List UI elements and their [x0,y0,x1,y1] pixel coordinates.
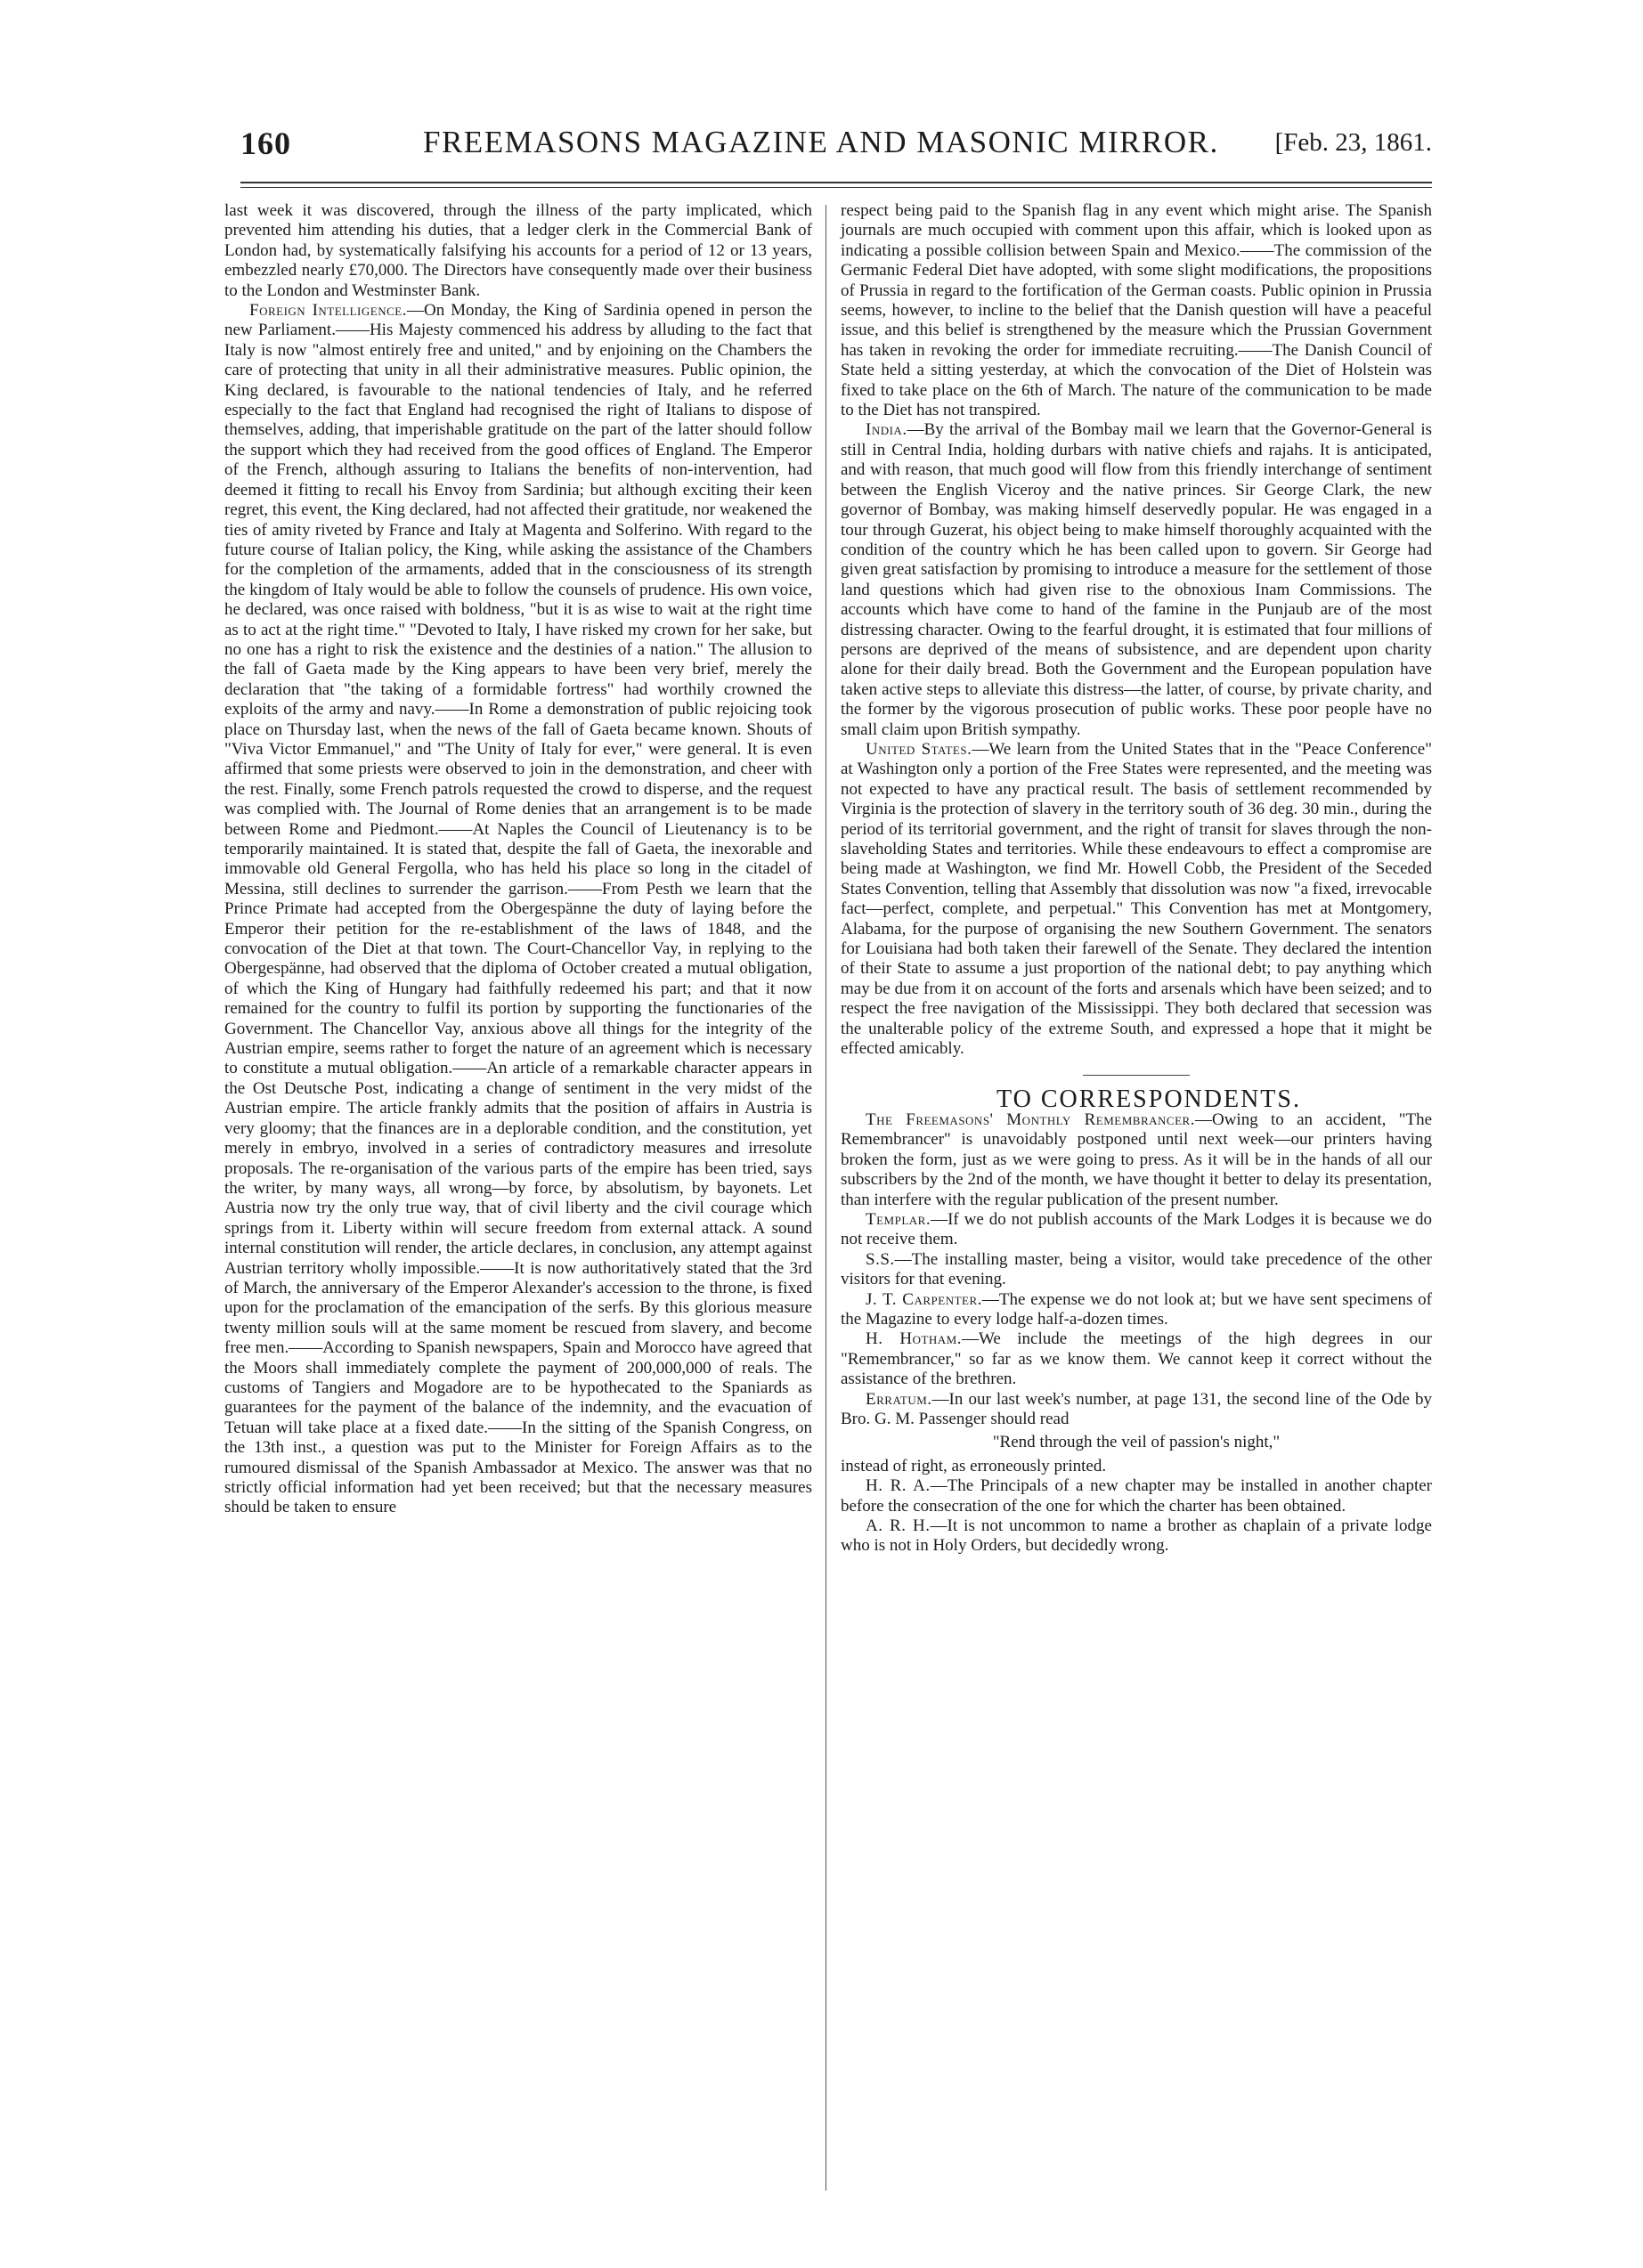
lead-foreign-intelligence: Foreign Intelligence. [249,301,407,321]
text-templar: —If we do not publish accounts of the Mark Lodges it is because we do not receive them. [841,1209,1432,1249]
text-hra: —The Principals of a new chapter may be installed in another chapter before the consecration of the one for which the charter has been obtained. [841,1476,1432,1516]
lead-arh: A. R. H. [866,1516,931,1535]
journal-title: FREEMASONS MAGAZINE AND MASONIC MIRROR. [423,125,1219,159]
paragraph-united-states [841,740,1432,1060]
correspondence-arh [841,1516,1432,1557]
correspondence-ss [841,1250,1432,1290]
left-column [224,201,812,1518]
erratum-quote: "Rend through the veil of passion's night," [992,1433,1281,1452]
header-rule-thin [240,187,1432,188]
section-rule [1083,1075,1190,1076]
lead-remembrancer: The Freemasons' Monthly Remembrancer. [866,1110,1195,1129]
right-column [841,201,1432,1557]
lead-hra: H. R. A. [866,1476,931,1496]
correspondence-hra [841,1476,1432,1516]
page-header [240,121,1432,175]
text-ss: —The installing master, being a visitor, would take precedence of the other visitors for that evening. [841,1249,1432,1289]
header-rule [240,182,1432,183]
paragraph-spanish-flag: respect being paid to the Spanish flag in any event which might arise. The Spanish journals are much occupied with comment upon this affair, which is looked upon as indicating a possible collision between Spain and Mexico.——The commission of the Germanic Federal Diet have adopted, with some slight modifications, the propositions of Prussia in regard to the fortification of the German coasts. Public opinion in Prussia seems, however, to incline to the belief that the Danish question will have a peaceful issue, and this belief is strengthened by the measure which the Prussian Government has taken in revoking the order for immediate recruiting.——The Danish Council of State held a sitting yesterday, at which the convocation of the Diet of Holstein was fixed to take place on the 6th of March. The nature of the communication to be made to the Diet has not transpired. [841,201,1432,420]
paragraph-foreign-intelligence [224,301,812,1518]
correspondence-carpenter [841,1290,1432,1330]
text-hotham: —We include the meetings of the high degrees in our "Remembrancer," so far as we know them. We cannot keep it correct without the assistance of the brethren. [841,1329,1432,1389]
lead-ss: S.S. [866,1249,895,1269]
correspondence-remembrancer [841,1110,1432,1210]
lead-united-states: United States. [866,739,972,759]
issue-date: [Feb. 23, 1861. [1274,128,1432,157]
text-arh: —It is not uncommon to name a brother as chaplain of a private lodge who is not in Holy Orders, but decidedly wrong. [841,1516,1432,1556]
correspondence-hotham [841,1329,1432,1389]
section-title-correspondents: TO CORRESPONDENTS. [996,1085,1301,1114]
text-remembrancer: —Owing to an accident, "The Remembrancer" is unavoidably postponed until next week—our printers having broken the form, just as we were going to press. As it will be in the hands of all our subscribers by the 2nd of the month, we have thought it better to delay its presentation, than interfere with the regular publication of the present number. [841,1110,1432,1209]
text-erratum: —In our last week's number, at page 131, the second line of the Ode by Bro. G. M. Passenger should read [841,1389,1432,1428]
text-india: —By the arrival of the Bombay mail we learn that the Governor-General is still in Central India, holding durbars with native chiefs and rajahs. It is anticipated, and with reason, that much good will flow from this friendly interchange of sentiment between the English Viceroy and the native princes. Sir George Clark, the new governor of Bombay, was making himself deservedly popular. He was engaged in a tour through Guzerat, his object being to make himself thoroughly acquainted with the condition of the country which he has been called upon to govern. Sir George had given great satisfaction by promising to introduce a measure for the settlement of those land questions which had given rise to the obnoxious Inam Commissions. The accounts which have come to hand of the famine in the Punjaub are of the most distressing character. Owing to the fearful drought, it is estimated that four millions of persons are deprived of the means of subsistence, and are dependent upon charity alone for their daily bread. Both the Government and the European population have taken active steps to alleviate this distress—the latter, of course, by private charity, and the former by the vigorous prosecution of public works. These poor people have no small claim upon British sympathy. [841,420,1432,739]
correspondence-erratum [841,1390,1432,1430]
lead-erratum: Erratum. [866,1389,932,1409]
lead-carpenter: J. T. Carpenter. [866,1289,982,1309]
paragraph-bank-fraud: last week it was discovered, through the illness of the party implicated, which prevented him attending his duties, that a ledger clerk in the Commercial Bank of London had, by systematically falsifying his accounts for a period of 12 or 13 years, embezzled nearly £70,000. The Directors have consequently made over their business to the London and Westminster Bank. [224,201,812,300]
lead-hotham: H. Hotham. [866,1329,962,1349]
page-number: 160 [240,126,291,161]
correspondence-templar [841,1210,1432,1250]
text-carpenter: —The expense we do not look at; but we have sent specimens of the Magazine to every lodge half-a-dozen times. [841,1289,1432,1329]
text-united-states: —We learn from the United States that in the "Peace Conference" at Washington only a portion of the Free States were represented, and the meeting was not expected to have any practical result. The basis of settlement recommended by Virginia is the protection of slavery in the territory south of 36 deg. 30 min., during the period of its territorial government, and the right of transit for slaves through the non-slaveholding States and territories. While these endeavours to effect a compromise are being made at Washington, we find Mr. Howell Cobb, the President of the Seceded States Convention, telling that Assembly that dissolution was now "a fixed, irrevocable fact—perfect, complete, and perpetual." This Convention has met at Montgomery, Alabama, for the purpose of organising the new Southern Government. The senators for Louisiana had both taken their farewell of the Senate. They declared the intention of their State to assume a just proportion of the national debt; to pay anything which may be due from it on account of the forts and arsenals which have been seized; and to respect the free navigation of the Mississippi. They both declared that secession was the unalterable policy of the extreme South, and expressed a hope that it might be effected amicably. [841,739,1432,1059]
lead-india: India. [866,420,907,440]
erratum-after: instead of right, as erroneously printed. [841,1456,1107,1475]
paragraph-india [841,420,1432,740]
lead-templar: Templar. [866,1209,931,1229]
text-foreign-intelligence: —On Monday, the King of Sardinia opened in person the new Parliament.——His Majesty commenced his address by alluding to the fact that Italy is now "almost entirely free and united," and by enjoining on the Chambers the care of protecting that unity in all their administrative measures. Public opinion, the King declared, is favourable to the national tendencies of Italy, and he referred especially to the fact that England had recognised the right of Italians to dispose of themselves, adding, that imperishable gratitude on the part of the latter should follow the support which they had received from the good offices of England. The Emperor of the French, although assuring to Italians the benefits of non-intervention, had deemed it fitting to recall his Envoy from Sardinia; but although exciting their keen regret, this event, the King declared, had not affected their gratitude, nor weakened the ties of amity riveted by France and Italy at Magenta and Solferino. With regard to the future course of Italian policy, the King, while asking the assistance of the Chambers for the completion of the armaments, added that in the consciousness of its strength the kingdom of Italy would be able to follow the counsels of prudence. His own voice, he declared, was once raised with boldness, "but it is as wise to wait at the right time as to act at the right time." "Devoted to Italy, I have risked my crown for her sake, but no one has a right to risk the existence and the destinies of a nation." The allusion to the fall of Gaeta made by the King appears to have been very brief, merely the declaration that "the taking of a formidable fortress" had worthily crowned the exploits of the army and navy.——In Rome a demonstration of public rejoicing took place on Thursday last, when the news of the fall of Gaeta became known. Shouts of "Viva Victor Emmanuel," and "The Unity of Italy for ever," were general. It is even affirmed that some priests were observed to join in the demonstration, and cheer with the rest. Finally, some French patrols requested the crowd to disperse, and the request was complied with. The Journal of Rome denies that an arrangement is to be made between Rome and Piedmont.——At Naples the Council of Lieutenancy is to be temporarily maintained. It is stated that, despite the fall of Gaeta, the inexorable and immovable old General Fergolla, who has held his place so long in the citadel of Messina, still declines to surrender the garrison.——From Pesth we learn that the Prince Primate had accepted from the Obergespänne the duty of laying before the Emperor their petition for the re-establishment of the laws of 1848, and the convocation of the Diet at that town. The Court-Chancellor Vay, in replying to the Obergespänne, had observed that the diploma of October created a mutual obligation, of which the King of Hungary had faithfully redeemed his part; and that it now remained for the country to fulfil its portion by supporting the functionaries of the Government. The Chancellor Vay, anxious above all things for the integrity of the Austrian empire, seems rather to forget the nature of an agreement which is necessary to constitute a mutual obligation.——An article of a remarkable character appears in the Ost Deutsche Post, indicating a change of sentiment in the very midst of the Austrian empire. The article frankly admits that the position of affairs in Austria is very gloomy; that the finances are in a deplorable condition, and the constitution, yet merely in embryo, involved in a series of contradictory measures and irresolute proposals. The re-organisation of the various parts of the empire has been tried, says the writer, by many ways, all wrong—by force, by absolutism, by bayonets. Let Austria now try the only true way, that of civil liberty and the civil courage which springs from it. Liberty within will secure freedom from external attack. A sound internal constitution will render, the article declares, in conclusion, any attempt against Austrian territory wholly impossible.——It is now authoritatively stated that the 3rd of March, the anniversary of the Emperor Alexander's accession to the throne, is fixed upon for the proclamation of the emancipation of the serfs. By this glorious measure twenty million souls will at the same moment be rescued from slavery, and become free men.——According to Spanish newspapers, Spain and Morocco have agreed that the Moors shall immediately complete the payment of 200,000,000 of reals. The customs of Tangiers and Mogadore are to be hypothecated to the Spaniards as guarantees for the payment of the balance of the indemnity, and the evacuation of Tetuan will take place at a fixed date.——In the sitting of the Spanish Congress, on the 13th inst., a question was put to the Minister for Foreign Affairs as to the rumoured dismissal of the Spanish Ambassador at Mexico. The answer was that no strictly official information had yet been received; but that the necessary measures should be taken to ensure [224,301,813,1517]
